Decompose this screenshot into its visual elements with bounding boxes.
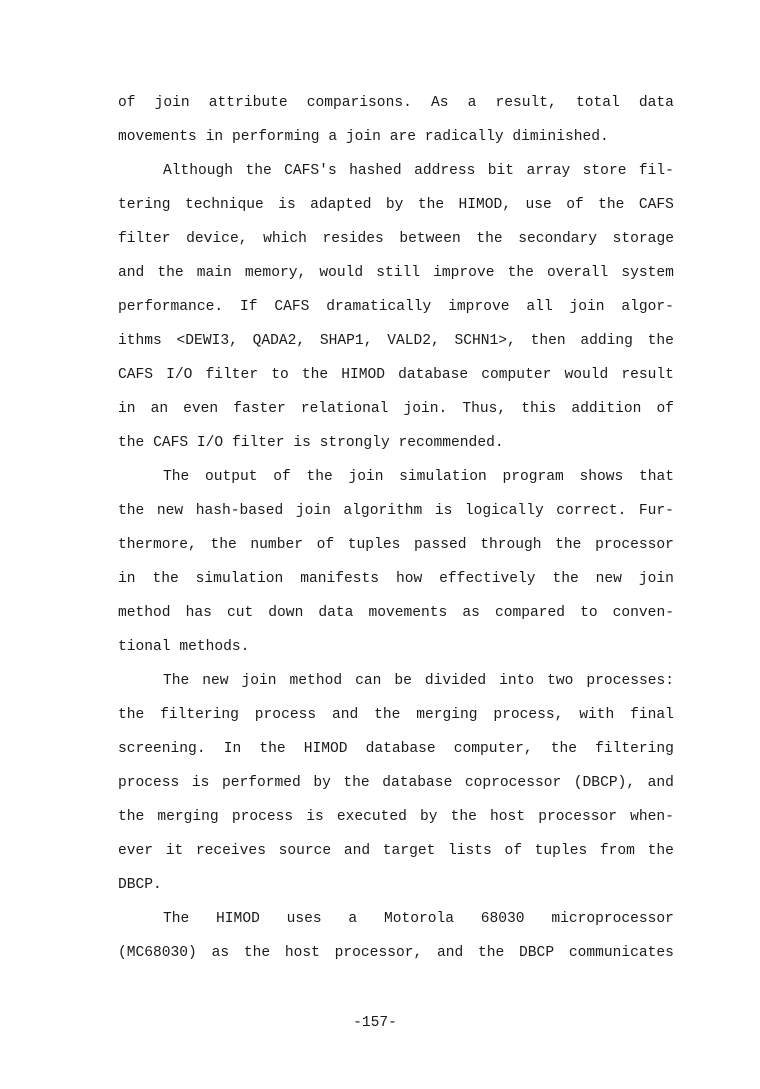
word: has	[185, 605, 212, 621]
word: program	[502, 469, 564, 485]
word: the	[476, 231, 503, 247]
word: thermore,	[118, 537, 197, 553]
page-number: -157-	[353, 1015, 397, 1031]
word: new	[595, 571, 622, 587]
word: comparisons.	[306, 95, 412, 111]
word: is	[278, 197, 296, 213]
word: faster	[233, 401, 286, 417]
word: and	[647, 775, 674, 791]
word: the	[118, 503, 145, 519]
word: join.	[403, 401, 448, 417]
word: would	[564, 367, 609, 383]
word: join	[348, 469, 384, 485]
word: process	[118, 775, 180, 791]
word: address	[414, 163, 476, 179]
word: movements	[118, 129, 197, 145]
word: SCHN1>,	[454, 333, 516, 349]
word: compared	[494, 605, 566, 621]
word: HIMOD,	[458, 197, 512, 213]
word: the	[374, 707, 401, 723]
word: target	[382, 843, 436, 859]
word: (MC68030)	[118, 945, 197, 961]
word: result	[621, 367, 674, 383]
word: I/O	[166, 367, 193, 383]
word: <DEWI3,	[176, 333, 238, 349]
word: secondary	[518, 231, 598, 247]
word: adapted	[310, 197, 372, 213]
word: a	[467, 95, 477, 111]
word: in	[118, 571, 136, 587]
word: performance.	[118, 299, 224, 315]
word: a	[328, 129, 338, 145]
word: the	[118, 809, 145, 825]
word: processor	[538, 809, 618, 825]
word: is	[293, 435, 311, 451]
word: it	[165, 843, 184, 859]
word: use	[525, 197, 552, 213]
text-line	[118, 636, 674, 658]
text-line	[163, 670, 674, 692]
word: overall	[546, 265, 609, 281]
text-line	[118, 704, 674, 726]
word: all	[526, 299, 553, 315]
word: DBCP.	[118, 877, 162, 893]
word: Although	[163, 163, 234, 179]
word: I/O	[196, 435, 224, 451]
word: divided	[424, 673, 487, 689]
word: ithms	[118, 333, 162, 349]
text-line	[118, 194, 674, 216]
word: of	[656, 401, 674, 417]
word: process	[231, 809, 294, 825]
word: result,	[495, 95, 557, 111]
word: of	[504, 843, 522, 859]
text-line	[118, 296, 674, 318]
word: as	[462, 605, 480, 621]
word: methods.	[179, 639, 250, 655]
word: array	[526, 163, 571, 179]
word: tuples	[534, 843, 588, 859]
word: filtering	[160, 707, 239, 723]
word: would	[319, 265, 364, 281]
word: If	[239, 299, 258, 315]
word: tering	[118, 197, 171, 213]
word: down	[268, 605, 304, 621]
word: screening.	[118, 741, 206, 757]
word: be	[394, 673, 412, 689]
word: processor,	[334, 945, 423, 961]
word: processor	[595, 537, 674, 553]
word: which	[263, 231, 307, 247]
word: and	[436, 945, 464, 961]
text-line	[118, 942, 674, 964]
word: The	[163, 673, 190, 689]
word: process,	[493, 707, 564, 723]
word: and	[118, 265, 145, 281]
word: the	[243, 945, 271, 961]
word: CAFS	[638, 197, 674, 213]
word: diminished.	[512, 129, 609, 145]
word: then	[530, 333, 566, 349]
word: improve	[448, 299, 510, 315]
text-line	[118, 228, 674, 250]
word: the	[245, 163, 272, 179]
word: to	[271, 367, 289, 383]
word: 68030	[480, 911, 525, 927]
word: to	[580, 605, 598, 621]
word: fil-	[638, 163, 674, 179]
word: even	[183, 401, 219, 417]
word: algor-	[621, 299, 674, 315]
word: when-	[630, 809, 674, 825]
word: the	[507, 265, 534, 281]
word: with	[579, 707, 615, 723]
word: into	[499, 673, 535, 689]
word: HIMOD	[216, 911, 260, 927]
word: two	[547, 673, 574, 689]
word: relational	[300, 401, 389, 417]
word: Motorola	[383, 911, 454, 927]
word: simulation	[399, 469, 487, 485]
word: the	[417, 197, 445, 213]
word: output	[204, 469, 258, 485]
word: an	[150, 401, 169, 417]
word: performing	[231, 129, 320, 145]
word: the	[118, 435, 145, 451]
word: the	[301, 367, 329, 383]
word: executed	[336, 809, 407, 825]
word: passed	[414, 537, 467, 553]
word: VALD2,	[387, 333, 440, 349]
word: source	[278, 843, 332, 859]
word: In	[223, 741, 242, 757]
word: of	[316, 537, 335, 553]
word: memory,	[244, 265, 307, 281]
word: method	[289, 673, 343, 689]
word: algorithm	[343, 503, 423, 519]
word: merging	[416, 707, 478, 723]
word: the	[555, 537, 582, 553]
word: CAFS	[153, 435, 189, 451]
word: DBCP	[519, 945, 555, 961]
word: data	[318, 605, 354, 621]
word: join	[154, 95, 190, 111]
word: resides	[322, 231, 384, 247]
word: strongly	[319, 435, 390, 451]
word: bit	[487, 163, 515, 179]
text-line	[118, 432, 674, 454]
word: store	[582, 163, 627, 179]
text-line	[118, 126, 674, 148]
word: new	[202, 673, 229, 689]
word: the	[647, 333, 674, 349]
text-line	[163, 466, 674, 488]
word: shows	[579, 469, 624, 485]
word: how	[395, 571, 423, 587]
word: that	[638, 469, 674, 485]
word: the	[306, 469, 333, 485]
word: processes:	[586, 673, 674, 689]
word: join	[241, 673, 277, 689]
word: tuples	[347, 537, 401, 553]
text-line	[118, 806, 674, 828]
word: filter	[118, 231, 171, 247]
word: database	[382, 775, 453, 791]
word: manifests	[300, 571, 380, 587]
word: The	[163, 469, 190, 485]
word: the	[157, 265, 184, 281]
text-line	[118, 364, 674, 386]
word: the	[210, 537, 237, 553]
word: the	[550, 741, 577, 757]
word: data	[638, 95, 674, 111]
word: total	[575, 95, 620, 111]
word: a	[348, 911, 358, 927]
word: method	[118, 605, 171, 621]
word: technique	[184, 197, 264, 213]
word: recommended.	[398, 435, 504, 451]
word: the	[647, 843, 674, 859]
word: number	[250, 537, 303, 553]
word: computer	[481, 367, 552, 383]
text-line	[118, 500, 674, 522]
word: by	[420, 809, 438, 825]
word: communicates	[568, 945, 674, 961]
word: through	[480, 537, 542, 553]
word: the	[259, 741, 286, 757]
word: by	[313, 775, 331, 791]
word: system	[621, 265, 674, 281]
word: as	[211, 945, 230, 961]
text-line	[118, 738, 674, 760]
word: correct.	[556, 503, 627, 519]
text-line	[118, 874, 674, 896]
word: join	[345, 129, 381, 145]
word: device,	[186, 231, 248, 247]
word: and	[343, 843, 371, 859]
word: tional	[118, 639, 171, 655]
word: movements	[368, 605, 448, 621]
word: main	[196, 265, 232, 281]
word: this	[521, 401, 557, 417]
word: CAFS	[274, 299, 310, 315]
word: conven-	[612, 605, 674, 621]
word: process	[254, 707, 317, 723]
word: the	[152, 571, 179, 587]
word: CAFS's	[284, 163, 337, 179]
text-line	[118, 534, 674, 556]
word: of	[566, 197, 584, 213]
word: QADA2,	[252, 333, 306, 349]
text-line	[118, 568, 674, 590]
word: new	[156, 503, 184, 519]
word: join	[569, 299, 605, 315]
word: is	[434, 503, 453, 519]
word: in	[205, 129, 224, 145]
word: adding	[580, 333, 633, 349]
text-line	[118, 840, 674, 862]
word: filter	[205, 367, 259, 383]
text-line	[163, 160, 674, 182]
word: database	[398, 367, 469, 383]
word: effectively	[439, 571, 536, 587]
word: As	[430, 95, 449, 111]
word: Thus,	[462, 401, 507, 417]
word: Fur-	[638, 503, 674, 519]
word: radically	[424, 129, 504, 145]
word: by	[385, 197, 404, 213]
word: is	[191, 775, 210, 791]
word: SHAP1,	[319, 333, 373, 349]
word: the	[478, 945, 505, 961]
word: between	[399, 231, 461, 247]
word: hash-based	[195, 503, 284, 519]
word: filter	[231, 435, 285, 451]
word: HIMOD	[303, 741, 348, 757]
text-line	[118, 772, 674, 794]
word: computer,	[453, 741, 533, 757]
word: addition	[571, 401, 642, 417]
word: simulation	[195, 571, 284, 587]
word: of	[118, 95, 136, 111]
word: ever	[118, 843, 154, 859]
word: host	[284, 945, 320, 961]
word: join	[295, 503, 331, 519]
word: logically	[464, 503, 544, 519]
word: is	[306, 809, 324, 825]
word: the	[450, 809, 477, 825]
word: the	[552, 571, 579, 587]
word: HIMOD	[341, 367, 385, 383]
text-line	[118, 262, 674, 284]
word: uses	[286, 911, 322, 927]
word: final	[630, 707, 674, 723]
word: coprocessor	[464, 775, 562, 791]
word: attribute	[208, 95, 288, 111]
word: and	[331, 707, 359, 723]
word: the	[118, 707, 145, 723]
word: the	[598, 197, 625, 213]
word: lists	[448, 843, 492, 859]
word: of	[273, 469, 291, 485]
word: microprocessor	[551, 911, 674, 927]
text-line	[118, 330, 674, 352]
word: still	[376, 265, 421, 281]
word: (DBCP),	[573, 775, 636, 791]
word: hashed	[349, 163, 402, 179]
word: CAFS	[118, 367, 154, 383]
word: filtering	[595, 741, 674, 757]
word: database	[365, 741, 436, 757]
word: receives	[195, 843, 266, 859]
word: are	[389, 129, 416, 145]
word: dramatically	[326, 299, 432, 315]
text-line	[163, 908, 674, 930]
word: in	[118, 401, 136, 417]
word: merging	[157, 809, 219, 825]
word: improve	[433, 265, 495, 281]
word: performed	[221, 775, 301, 791]
word: storage	[612, 231, 674, 247]
word: host	[490, 809, 526, 825]
word: the	[343, 775, 370, 791]
text-line	[118, 398, 674, 420]
word: cut	[226, 605, 254, 621]
word: The	[163, 911, 190, 927]
word: from	[599, 843, 635, 859]
word: can	[355, 673, 382, 689]
text-line	[118, 92, 674, 114]
text-line	[118, 602, 674, 624]
word: join	[638, 571, 674, 587]
